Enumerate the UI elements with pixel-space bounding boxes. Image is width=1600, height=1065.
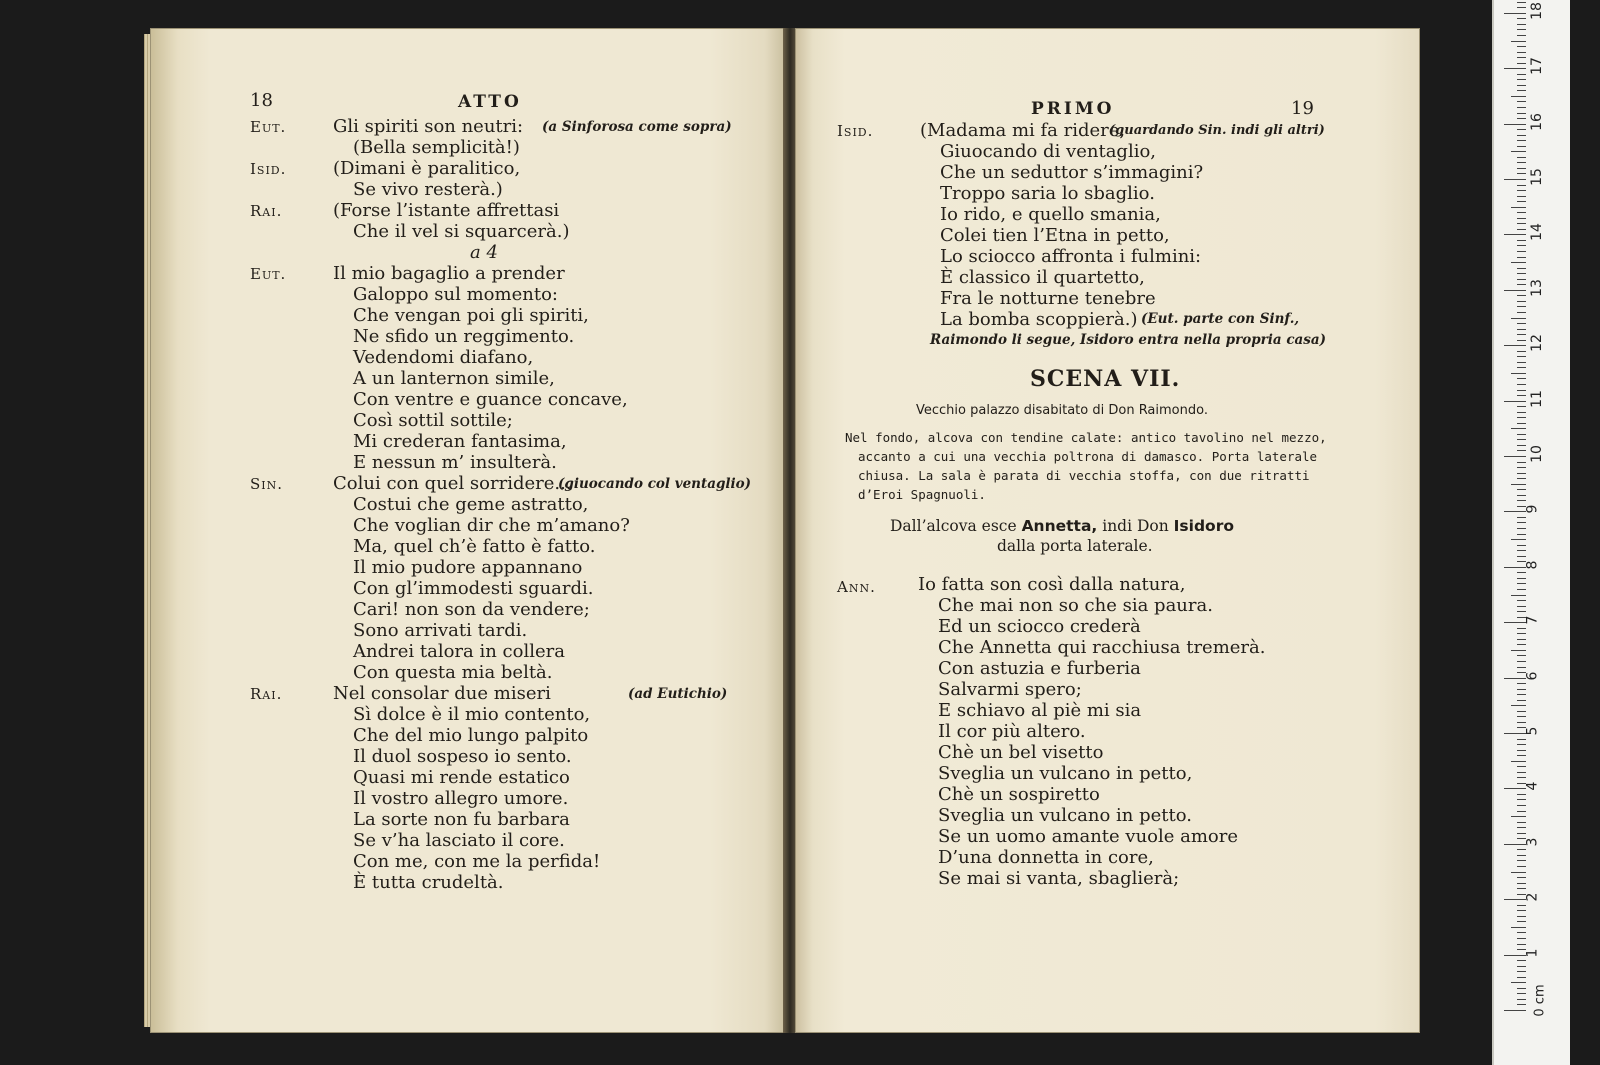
verse-line: Chè un sospiretto: [938, 784, 1100, 805]
right-page: [795, 28, 1420, 1033]
verse-line: Il cor più altero.: [938, 721, 1086, 742]
character-name: Isidoro: [1173, 517, 1234, 535]
ruler-tick: [1517, 799, 1526, 800]
ruler-tick: [1517, 866, 1526, 867]
ruler-tick: [1511, 650, 1526, 651]
ruler-tick: [1517, 522, 1526, 523]
ruler-tick: [1517, 306, 1526, 307]
ruler-tick: [1517, 883, 1526, 884]
ruler-tick: [1511, 151, 1526, 152]
ruler-cm-label: 15: [1528, 168, 1545, 186]
ruler-tick: [1511, 428, 1526, 429]
verse-line: Colei tien l’Etna in petto,: [940, 225, 1170, 246]
entrance-direction: [890, 516, 1234, 536]
verse-line: Se mai si vanta, sbaglierà;: [938, 868, 1180, 889]
ruler-tick: [1504, 68, 1526, 69]
verse-line: È classico il quartetto,: [940, 267, 1145, 288]
ruler-tick: [1517, 329, 1526, 330]
verse-line: Che vengan poi gli spiriti,: [353, 305, 589, 326]
ruler-tick: [1517, 356, 1526, 357]
ruler-tick: [1517, 888, 1526, 889]
ruler-tick: [1517, 644, 1526, 645]
ruler-tick: [1517, 18, 1526, 19]
ruler-tick: [1517, 29, 1526, 30]
ruler-cm-label: 9: [1524, 504, 1541, 514]
ruler-tick: [1517, 849, 1526, 850]
ruler-tick: [1517, 423, 1526, 424]
ruler-tick: [1517, 777, 1526, 778]
verse-line: Salvarmi spero;: [938, 679, 1082, 700]
ruler-tick: [1511, 816, 1526, 817]
verse-line: Con ventre e guance concave,: [353, 389, 628, 410]
speaker-label: Ann.: [837, 578, 876, 596]
verse-line: Se un uomo amante vuole amore: [938, 826, 1239, 847]
ruler-tick: [1517, 63, 1526, 64]
verse-line: Mi crederan fantasima,: [353, 431, 567, 452]
ruler-tick: [1511, 484, 1526, 485]
ruler-tick: [1517, 146, 1526, 147]
verse-line: Se v’ha lasciato il core.: [353, 830, 565, 851]
ruler-tick: [1517, 312, 1526, 313]
ruler-tick: [1517, 390, 1526, 391]
verse-line: Fra le notturne tenebre: [940, 288, 1156, 309]
verse-line: (Forse l’istante affrettasi: [333, 200, 560, 221]
ruler-tick: [1517, 173, 1526, 174]
ruler-tick: [1517, 639, 1526, 640]
ruler-tick: [1504, 844, 1526, 845]
ruler-tick: [1504, 401, 1526, 402]
ruler-tick: [1504, 1010, 1526, 1011]
ruler-cm-label: 2: [1524, 892, 1541, 902]
scene-location: Vecchio palazzo disabitato di Don Raimondo.: [916, 403, 1208, 418]
ruler-tick: [1517, 993, 1526, 994]
ruler-tick: [1517, 921, 1526, 922]
ruler-cm-label: 6: [1524, 671, 1541, 681]
running-header-right: PRIMO: [1031, 99, 1115, 119]
ruler-cm-label: 12: [1528, 334, 1545, 353]
ruler-tick: [1517, 168, 1526, 169]
ruler-tick: [1517, 340, 1526, 341]
ruler-tick: [1511, 705, 1526, 706]
ruler-tick: [1517, 196, 1526, 197]
ruler-tick: [1504, 622, 1526, 623]
ruler-tick: [1517, 711, 1526, 712]
ruler-tick: [1517, 279, 1526, 280]
ruler-tick: [1517, 550, 1526, 551]
ruler-tick: [1504, 234, 1526, 235]
ruler-tick: [1504, 678, 1526, 679]
scene-title: SCENA VII.: [1030, 366, 1181, 392]
verse-line: Il duol sospeso io sento.: [353, 746, 572, 767]
ruler-tick: [1517, 572, 1526, 573]
ruler-tick: [1517, 473, 1526, 474]
ruler-tick: [1511, 872, 1526, 873]
ruler-tick: [1517, 367, 1526, 368]
verse-line: Il vostro allegro umore.: [353, 788, 569, 809]
ruler-tick: [1517, 445, 1526, 446]
ruler-tick: [1511, 595, 1526, 596]
ruler-tick: [1517, 611, 1526, 612]
ruler-tick: [1504, 290, 1526, 291]
ruler-tick: [1517, 240, 1526, 241]
ruler-cm-label: 7: [1524, 615, 1541, 625]
ruler-tick: [1517, 439, 1526, 440]
ruler-tick: [1517, 910, 1526, 911]
ruler-tick: [1517, 606, 1526, 607]
ruler-tick: [1504, 13, 1526, 14]
verse-line: Con questa mia beltà.: [353, 662, 553, 683]
verse-line: Chè un bel visetto: [938, 742, 1104, 763]
verse-line: D’una donnetta in core,: [938, 847, 1154, 868]
ruler-tick: [1517, 750, 1526, 751]
verse-line: Così sottil sottile;: [353, 410, 513, 431]
ruler-tick: [1517, 517, 1526, 518]
ruler-tick: [1511, 41, 1526, 42]
speaker-label: Sin.: [250, 475, 284, 493]
ruler-tick: [1517, 384, 1526, 385]
verse-line: Sveglia un vulcano in petto,: [938, 763, 1193, 784]
ruler-tick: [1517, 794, 1526, 795]
ruler-tick: [1517, 406, 1526, 407]
verse-line: Con me, con me la perfida!: [353, 851, 601, 872]
ruler-tick: [1517, 667, 1526, 668]
open-book: [150, 28, 1420, 1033]
ruler-tick: [1517, 107, 1526, 108]
verse-line: Che voglian dir che m’amano?: [353, 515, 630, 536]
ruler-cm-label: 10: [1528, 445, 1545, 463]
chorus-label: a 4: [470, 242, 498, 263]
verse-line: Ma, quel ch’è fatto è fatto.: [353, 536, 596, 557]
verse-line: Che il vel si squarcerà.): [353, 221, 570, 242]
description-line: accanto a cui una vecchia poltrona di damasco. Porta laterale: [858, 449, 1318, 464]
verse-line: Sì dolce è il mio contento,: [353, 704, 591, 725]
verse-line: Sveglia un vulcano in petto.: [938, 805, 1192, 826]
description-line: chiusa. La sala è parata di vecchia stoffa, con due ritratti: [858, 468, 1310, 483]
verse-line: (Bella semplicità!): [353, 137, 520, 158]
stage-direction: (ad Eutichio): [628, 686, 728, 702]
ruler-tick: [1517, 362, 1526, 363]
ruler-tick: [1517, 101, 1526, 102]
speaker-label: Eut.: [250, 265, 287, 283]
verse-line: La sorte non fu barbara: [353, 809, 570, 830]
ruler-tick: [1517, 932, 1526, 933]
ruler-tick: [1517, 74, 1526, 75]
ruler-tick: [1517, 556, 1526, 557]
verse-line: Ne sfido un reggimento.: [353, 326, 575, 347]
ruler-cm-label: 14: [1528, 223, 1545, 242]
ruler-tick: [1517, 683, 1526, 684]
ruler-tick: [1517, 528, 1526, 529]
verse-line: Il mio bagaglio a prender: [333, 263, 565, 284]
ruler-tick: [1517, 412, 1526, 413]
ruler-tick: [1517, 118, 1526, 119]
description-line: Nel fondo, alcova con tendine calate: antico tavolino nel mezzo,: [845, 430, 1327, 445]
stage-direction: (a Sinforosa come sopra): [542, 119, 732, 135]
ruler-tick: [1517, 905, 1526, 906]
ruler-tick: [1517, 489, 1526, 490]
ruler-tick: [1517, 600, 1526, 601]
ruler-tick: [1517, 395, 1526, 396]
ruler-tick: [1504, 788, 1526, 789]
verse-line: Costui che geme astratto,: [353, 494, 589, 515]
ruler-tick: [1511, 982, 1526, 983]
ruler-tick: [1517, 129, 1526, 130]
ruler-tick: [1517, 578, 1526, 579]
verse-line: Che del mio lungo palpito: [353, 725, 589, 746]
ruler-tick: [1517, 877, 1526, 878]
verse-line: Andrei talora in collera: [353, 641, 565, 662]
verse-line: Ed un sciocco crederà: [938, 616, 1141, 637]
ruler-tick: [1517, 245, 1526, 246]
ruler-tick: [1517, 185, 1526, 186]
ruler-tick: [1517, 284, 1526, 285]
ruler-tick: [1517, 766, 1526, 767]
verse-line: Io rido, e quello smania,: [940, 204, 1161, 225]
verse-line: Giuocando di ventaglio,: [940, 141, 1157, 162]
ruler-tick: [1517, 938, 1526, 939]
ruler-tick: [1517, 351, 1526, 352]
ruler-tick: [1504, 456, 1526, 457]
speaker-label: Rai.: [250, 685, 283, 703]
ruler-tick: [1517, 334, 1526, 335]
stage-direction: Raimondo li segue, Isidoro entra nella propria casa): [930, 332, 1327, 348]
ruler-tick: [1517, 944, 1526, 945]
ruler-cm-label: 8: [1524, 560, 1541, 570]
ruler-tick: [1511, 373, 1526, 374]
ruler-tick: [1517, 57, 1526, 58]
ruler-tick: [1517, 162, 1526, 163]
character-name: Annetta,: [1021, 517, 1098, 535]
ruler-tick: [1517, 495, 1526, 496]
verse-line: Galoppo sul momento:: [353, 284, 558, 305]
verse-line: A un lanternon simile,: [353, 368, 555, 389]
ruler-tick: [1517, 135, 1526, 136]
ruler-tick: [1517, 689, 1526, 690]
ruler-tick: [1517, 52, 1526, 53]
ruler-tick: [1517, 223, 1526, 224]
ruler-tick: [1511, 262, 1526, 263]
ruler-tick: [1517, 722, 1526, 723]
verse-line: Gli spiriti son neutri:: [333, 116, 524, 137]
stage-direction: (giuocando col ventaglio): [558, 476, 752, 492]
ruler-tick: [1517, 218, 1526, 219]
verse-line: La bomba scoppierà.): [940, 309, 1138, 330]
ruler-tick: [1517, 1004, 1526, 1005]
ruler-tick: [1517, 755, 1526, 756]
ruler-tick: [1517, 113, 1526, 114]
ruler-tick: [1517, 190, 1526, 191]
ruler-tick: [1517, 971, 1526, 972]
verse-line: È tutta crudeltà.: [353, 872, 504, 893]
verse-line: Vedendomi diafano,: [353, 347, 534, 368]
ruler-tick: [1517, 268, 1526, 269]
ruler-tick: [1517, 855, 1526, 856]
ruler-tick: [1517, 977, 1526, 978]
speaker-label: Rai.: [250, 202, 283, 220]
stage-direction: (Eut. parte con Sinf.,: [1141, 311, 1300, 327]
verse-line: Colui con quel sorridere...: [333, 473, 572, 494]
verse-line: Il mio pudore appannano: [353, 557, 583, 578]
verse-line: Se vivo resterà.): [353, 179, 503, 200]
ruler-tick: [1511, 96, 1526, 97]
ruler-cm-label: 13: [1528, 278, 1545, 297]
ruler-tick: [1517, 79, 1526, 80]
ruler-tick: [1517, 633, 1526, 634]
ruler-tick: [1517, 229, 1526, 230]
ruler-tick: [1517, 700, 1526, 701]
verse-line: Con astuzia e furberia: [938, 658, 1141, 679]
ruler-tick: [1517, 772, 1526, 773]
ruler-cm-label: 1: [1524, 948, 1541, 958]
ruler-tick: [1504, 124, 1526, 125]
ruler-tick: [1517, 805, 1526, 806]
ruler-tick: [1504, 567, 1526, 568]
ruler-tick: [1517, 434, 1526, 435]
ruler-tick: [1517, 273, 1526, 274]
ruler-tick: [1511, 761, 1526, 762]
ruler-tick: [1517, 999, 1526, 1000]
ruler-tick: [1517, 661, 1526, 662]
ruler-tick: [1504, 899, 1526, 900]
ruler-cm-label: 18: [1528, 1, 1545, 20]
running-header-left: ATTO: [458, 92, 522, 112]
verse-line: Che Annetta qui racchiusa tremerà.: [938, 637, 1266, 658]
left-page: [150, 28, 785, 1033]
ruler-tick: [1517, 744, 1526, 745]
entrance-text: Dall’alcova esce: [890, 517, 1022, 535]
ruler-tick: [1517, 90, 1526, 91]
ruler-tick: [1517, 323, 1526, 324]
ruler-tick: [1517, 295, 1526, 296]
ruler-tick: [1517, 46, 1526, 47]
verse-line: (Madama mi fa ridere,: [920, 120, 1126, 141]
speaker-label: Isid.: [837, 122, 874, 140]
ruler-cm-label: 17: [1528, 57, 1545, 76]
ruler-tick: [1517, 966, 1526, 967]
ruler-tick: [1517, 716, 1526, 717]
verse-line: (Dimani è paralitico,: [333, 158, 521, 179]
stage-direction: (guardando Sin. indi gli altri): [1109, 123, 1325, 138]
verse-line: E schiavo al piè mi sia: [938, 700, 1142, 721]
verse-line: Quasi mi rende estatico: [353, 767, 570, 788]
ruler-tick: [1504, 511, 1526, 512]
ruler-tick: [1504, 345, 1526, 346]
speaker-label: Isid.: [250, 160, 287, 178]
ruler-tick: [1517, 822, 1526, 823]
ruler-tick: [1517, 739, 1526, 740]
ruler-tick: [1517, 583, 1526, 584]
ruler-tick: [1517, 85, 1526, 86]
ruler-tick: [1517, 24, 1526, 25]
verse-line: Io fatta son così dalla natura,: [918, 574, 1186, 595]
speaker-label: Eut.: [250, 118, 287, 136]
verse-line: Con gl’immodesti sguardi.: [353, 578, 594, 599]
ruler-tick: [1517, 478, 1526, 479]
ruler-tick: [1517, 251, 1526, 252]
ruler-tick: [1517, 916, 1526, 917]
verse-line: Sono arrivati tardi.: [353, 620, 528, 641]
ruler-tick: [1517, 534, 1526, 535]
ruler-tick: [1517, 500, 1526, 501]
ruler-tick: [1517, 589, 1526, 590]
ruler-tick: [1511, 539, 1526, 540]
ruler-tick: [1517, 462, 1526, 463]
ruler-tick: [1511, 318, 1526, 319]
page-number-right: 19: [1291, 98, 1314, 119]
ruler-tick: [1517, 157, 1526, 158]
ruler-tick: [1517, 378, 1526, 379]
ruler-tick: [1517, 545, 1526, 546]
ruler-tick: [1517, 417, 1526, 418]
ruler-tick: [1517, 988, 1526, 989]
ruler-tick: [1517, 655, 1526, 656]
ruler-tick: [1517, 860, 1526, 861]
description-line: d’Eroi Spagnuoli.: [858, 487, 986, 502]
ruler-tick: [1511, 207, 1526, 208]
ruler-tick: [1517, 960, 1526, 961]
verse-line: E nessun m’ insulterà.: [353, 452, 557, 473]
verse-line: Che mai non so che sia paura.: [938, 595, 1213, 616]
ruler-cm-label: 4: [1524, 781, 1541, 791]
ruler-unit-label: 0 cm: [1532, 984, 1548, 1017]
entrance-text: indi Don: [1097, 517, 1174, 535]
ruler-cm-label: 11: [1528, 389, 1545, 408]
page-number-left: 18: [250, 90, 273, 111]
entrance-direction-line2: dalla porta laterale.: [997, 537, 1153, 555]
ruler-tick: [1517, 694, 1526, 695]
verse-line: Cari! non son da vendere;: [353, 599, 590, 620]
ruler-cm-label: 3: [1524, 837, 1541, 847]
ruler-tick: [1511, 927, 1526, 928]
ruler-tick: [1517, 301, 1526, 302]
ruler-tick: [1517, 257, 1526, 258]
ruler-tick: [1504, 179, 1526, 180]
ruler-tick: [1517, 833, 1526, 834]
verse-line: Che un seduttor s’immagini?: [940, 162, 1204, 183]
ruler-tick: [1504, 955, 1526, 956]
verse-line: Lo sciocco affronta i fulmini:: [940, 246, 1202, 267]
ruler-tick: [1517, 140, 1526, 141]
ruler-tick: [1517, 7, 1526, 8]
ruler-tick: [1517, 35, 1526, 36]
verse-line: Troppo saria lo sbaglio.: [940, 183, 1155, 204]
ruler-tick: [1517, 212, 1526, 213]
ruler-cm-label: 5: [1524, 726, 1541, 736]
ruler-tick: [1517, 467, 1526, 468]
ruler-tick: [1517, 2, 1526, 3]
ruler-tick: [1517, 201, 1526, 202]
measuring-ruler: [1492, 0, 1570, 1065]
ruler-tick: [1504, 733, 1526, 734]
ruler-tick: [1517, 811, 1526, 812]
verse-line: Nel consolar due miseri: [333, 683, 551, 704]
ruler-tick: [1517, 450, 1526, 451]
ruler-tick: [1517, 628, 1526, 629]
ruler-cm-label: 16: [1528, 112, 1545, 131]
ruler-tick: [1517, 827, 1526, 828]
